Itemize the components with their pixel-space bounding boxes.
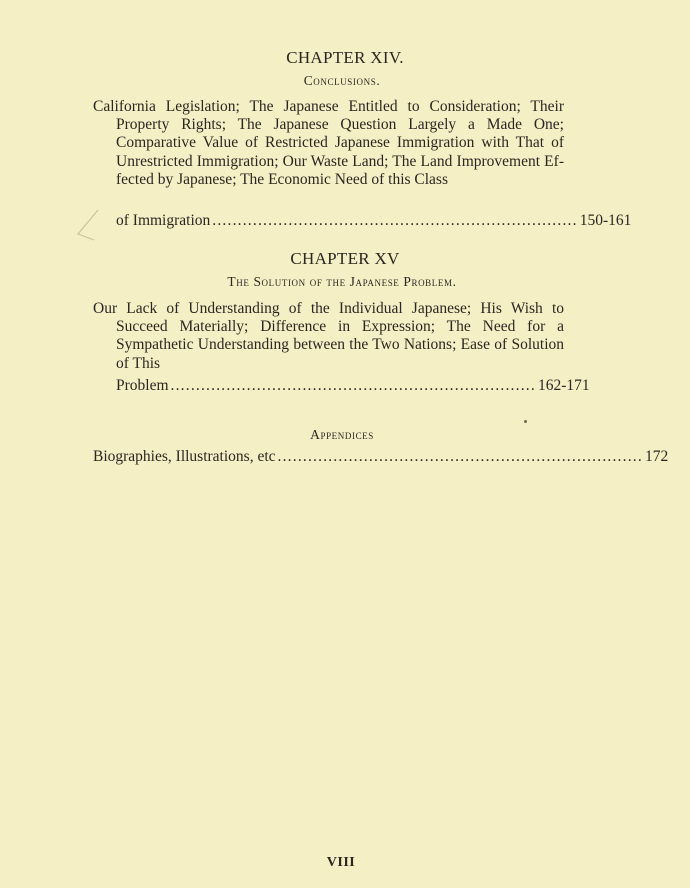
appendices-toc-entry bbox=[93, 448, 669, 466]
appendices-entry-text: Biographies, Illustrations, etc bbox=[93, 448, 276, 465]
chapter-xv-pages: 162-171 bbox=[537, 377, 590, 394]
chapter-xv-summary bbox=[93, 300, 564, 373]
chapter-xv-last-line: Problem bbox=[116, 377, 169, 394]
pencil-mark-icon bbox=[74, 208, 100, 242]
chapter-xiv-heading: CHAPTER XIV. bbox=[286, 48, 404, 67]
leader-dots: ........................................................................ bbox=[212, 212, 578, 229]
chapter-xiv-subheading: Conclusions. bbox=[303, 73, 381, 88]
stray-dot bbox=[524, 420, 527, 423]
chapter-xiv-last-line: of Immigration bbox=[116, 212, 211, 229]
leader-dots: ........................................................................ bbox=[170, 377, 536, 394]
chapter-xiv-summary bbox=[93, 98, 564, 189]
chapter-xv-subheading: The Solution of the Japanese Problem. bbox=[227, 274, 457, 289]
chapter-xiv-toc-entry bbox=[116, 212, 632, 230]
leader-dots: ........................................................................ bbox=[277, 448, 643, 465]
appendices-heading: Appendices bbox=[310, 427, 374, 442]
page-number: VIII bbox=[326, 855, 356, 870]
chapter-xv-summary-text: Our Lack of Understanding of the Individual Japanese; His Wish to Succeed Materially; Difference in Expression; The Need for a Sympathetic Understanding between the Two Nations; Ease of Solution of This bbox=[93, 300, 564, 372]
chapter-xv-toc-entry bbox=[116, 377, 590, 395]
chapter-xiv-pages: 150-161 bbox=[579, 212, 632, 229]
chapter-xv-heading: CHAPTER XV bbox=[290, 249, 400, 268]
chapter-xiv-summary-text: California Legislation; The Japanese Entitled to Consideration; Their Property Rights; The Japanese Question Largely a Made One; Comparative Value of Restricted Japanese Immigration with That of Unrestricted Immigration; Our Waste Land; The Land Improvement Effected by Japanese; The Economic Need of this Class bbox=[93, 98, 564, 188]
appendices-pages: 172 bbox=[644, 448, 669, 465]
